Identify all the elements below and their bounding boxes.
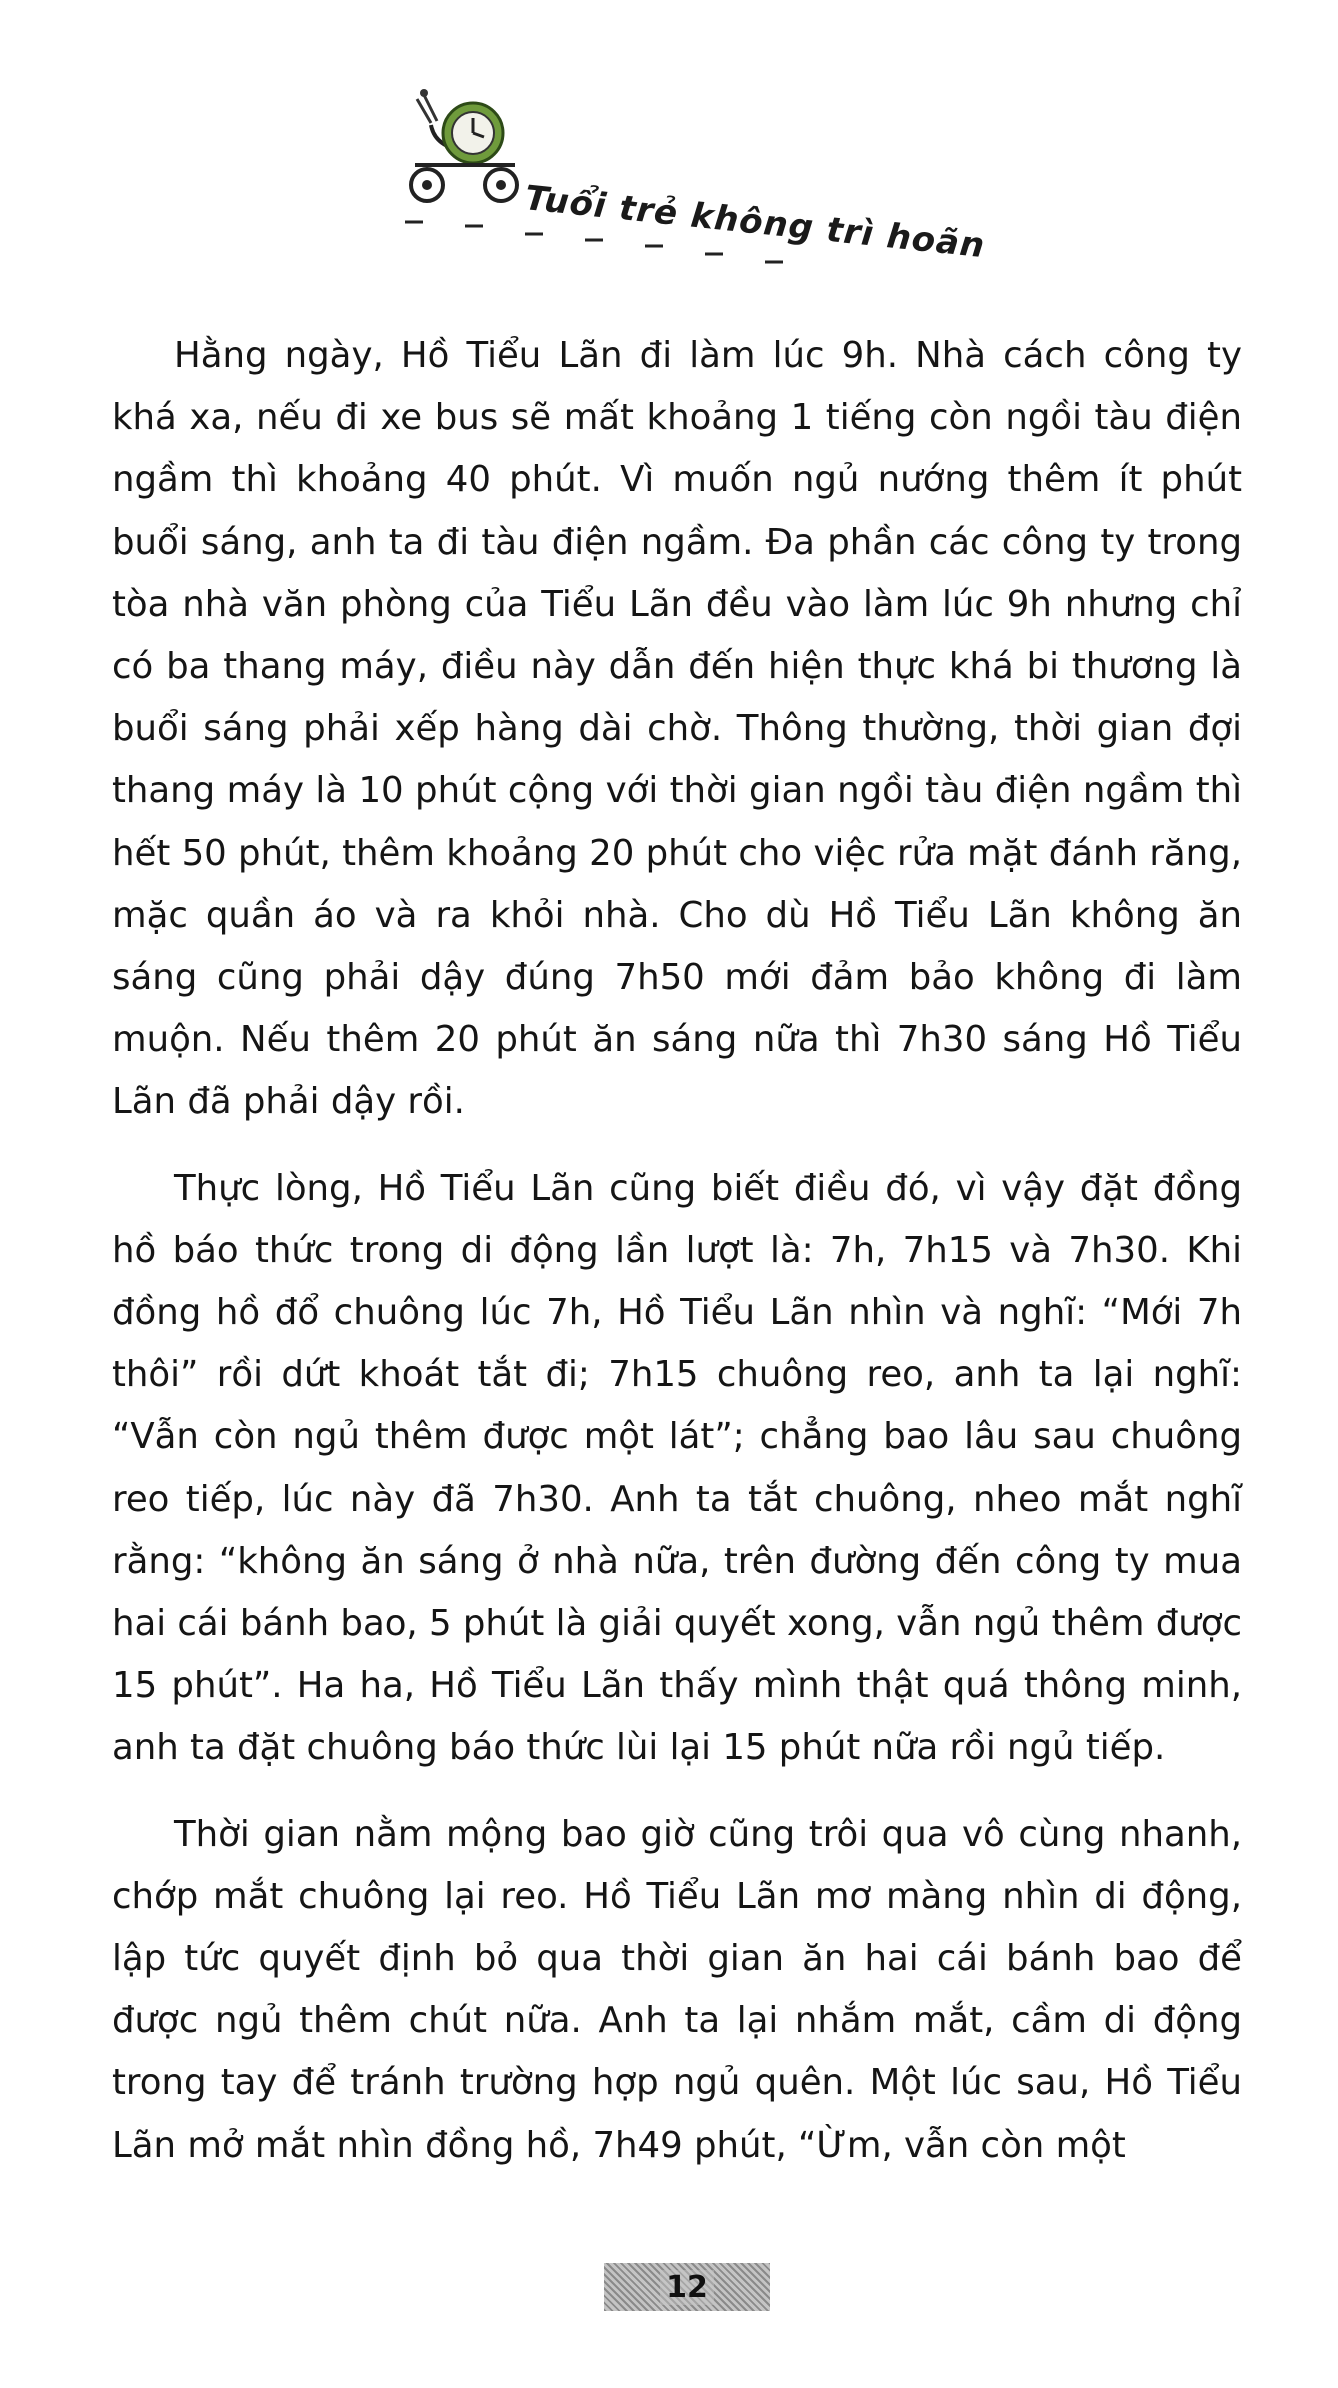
- page-number-badge: [604, 2263, 770, 2311]
- paragraph: Thực lòng, Hồ Tiểu Lãn cũng biết điều đó, vì vậy đặt đồng hồ báo thức trong di động lần lượt là: 7h, 7h15 và 7h30. Khi đồng hồ đổ chuông lúc 7h, Hồ Tiểu Lãn nhìn và nghĩ: “Mới 7h thôi” rồi dứt khoát tắt đi; 7h15 chuông reo, anh ta lại nghĩ: “Vẫn còn ngủ thêm được một lát”; chẳng bao lâu sau chuông reo tiếp, lúc này đã 7h30. Anh ta tắt chuông, nheo mắt nghĩ rằng: “không ăn sáng ở nhà nữa, trên đường đến công ty mua hai cái bánh bao, 5 phút là giải quyết xong, vẫn ngủ thêm được 15 phút”. Ha ha, Hồ Tiểu Lãn thấy mình thật quá thông minh, anh ta đặt chuông báo thức lùi lại 15 phút nữa rồi ngủ tiếp.: [112, 1167, 1242, 1769]
- paragraph: Hằng ngày, Hồ Tiểu Lãn đi làm lúc 9h. Nhà cách công ty khá xa, nếu đi xe bus sẽ mất khoảng 1 tiếng còn ngồi tàu điện ngầm thì khoảng 40 phút. Vì muốn ngủ nướng thêm ít phút buổi sáng, anh ta đi tàu điện ngầm. Đa phần các công ty trong tòa nhà văn phòng của Tiểu Lãn đều vào làm lúc 9h nhưng chỉ có ba thang máy, điều này dẫn đến hiện thực khá bi thương là buổi sáng phải xếp hàng dài chờ. Thông thường, thời gian đợi thang máy là 10 phút cộng với thời gian ngồi tàu điện ngầm thì hết 50 phút, thêm khoảng 20 phút cho việc rửa mặt đánh răng, mặc quần áo và ra khỏi nhà. Cho dù Hồ Tiểu Lãn không ăn sáng cũng phải dậy đúng 7h50 mới đảm bảo không đi làm muộn. Nếu thêm 20 phút ăn sáng nữa thì 7h30 sáng Hồ Tiểu Lãn đã phải dậy rồi.: [112, 335, 1242, 1123]
- body-text: [112, 325, 1242, 2201]
- snail-clock-icon: [395, 85, 535, 215]
- page-header: [0, 0, 1338, 290]
- running-title: Tuổi trẻ không trì hoãn: [522, 178, 988, 267]
- paragraph: Thời gian nằm mộng bao giờ cũng trôi qua vô cùng nhanh, chớp mắt chuông lại reo. Hồ Tiểu Lãn mơ màng nhìn di động, lập tức quyết định bỏ qua thời gian ăn hai cái bánh bao để được ngủ thêm chút nữa. Anh ta lại nhắm mắt, cầm di động trong tay để tránh trường hợp ngủ quên. Một lúc sau, Hồ Tiểu Lãn mở mắt nhìn đồng hồ, 7h49 phút, “Ừm, vẫn còn một: [112, 1813, 1242, 2166]
- page-number: 12: [660, 2270, 714, 2305]
